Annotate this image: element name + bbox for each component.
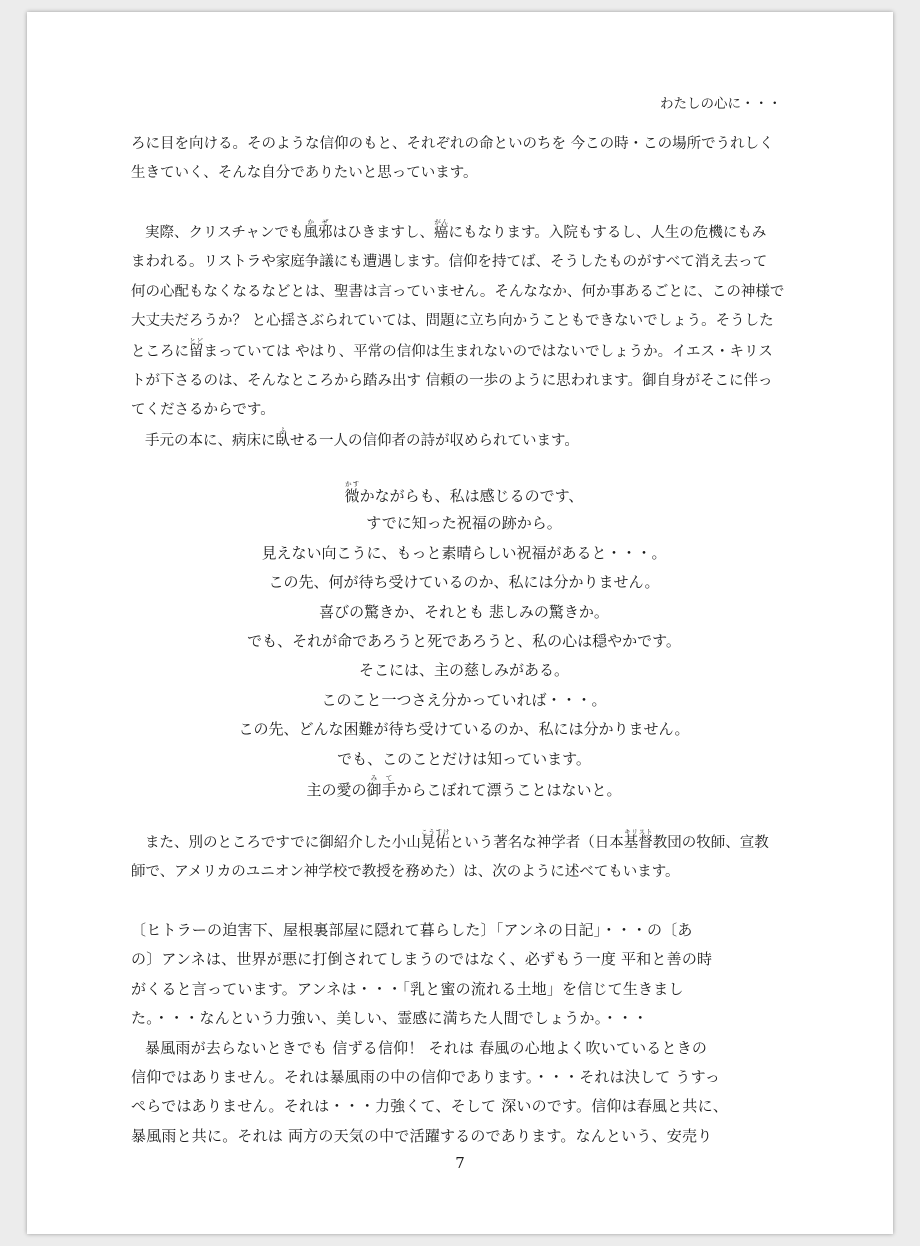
text-line: ところに留とどまっていては やはり、平常の信仰は生まれないのではないでしょうか。イエス・キリス bbox=[131, 336, 773, 360]
text-line: 師で、アメリカのユニオン神学校で教授を務めた）は、次のように述べてもいます。 bbox=[131, 864, 680, 881]
page-number: 7 bbox=[455, 1154, 465, 1172]
text-line: また、別のところですでに御紹介した小山晃佑こうすけという著名な神学者（日本基督キリスト教団の牧師、宣教 bbox=[145, 828, 769, 851]
poem-line: でも、このことだけは知っています。 bbox=[337, 749, 591, 768]
ruby-kosuke: 晃佑こうすけ bbox=[420, 828, 450, 851]
quote-line: 〔ヒトラーの迫害下、屋根裏部屋に隠れて暮らした〕「アンネの日記」・・・の〔あ bbox=[131, 921, 693, 939]
quote-line: の〕アンネは、世界が悪に打倒されてしまうのではなく、必ずもう一度 平和と善の時 bbox=[131, 950, 713, 969]
quote-line: 暴風雨と共に。それは 両方の天気の中で活躍するのであります。なんという、安売り bbox=[131, 1126, 713, 1145]
quoted-passage bbox=[131, 916, 797, 1151]
poem-line: すでに知った祝福の跡から。 bbox=[366, 514, 562, 533]
poem-line: 見えない向こうに、もっと素晴らしい祝福があると・・・。 bbox=[261, 543, 667, 562]
ruby-fu: 臥ふ bbox=[275, 425, 290, 449]
text-line: 大丈夫だろうか？ と心揺さぶられていては、問題に立ち向かうこともできないでしょう。そうした bbox=[131, 313, 774, 330]
quote-line: ぺらではありません。それは・・・力強くて、そして 深いのです。信仰は春風と共に、 bbox=[131, 1097, 729, 1116]
poem-line: この先、どんな困難が待ち受けているのか、私には分かりません。 bbox=[238, 720, 690, 739]
text-line: 生きていく、そんな自分でありたいと思っています。 bbox=[131, 165, 478, 182]
ruby-kasu: 微かす bbox=[344, 480, 360, 505]
poem-line: 微かすかながらも、私は感じるのです、 bbox=[344, 480, 584, 505]
ruby-kirisuto: 基督キリスト bbox=[623, 828, 653, 851]
poem bbox=[131, 480, 797, 803]
poem-line: このこと一つさえ分かっていれば・・・。 bbox=[321, 690, 607, 709]
text-line: 何の心配もなくなるなどとは、聖書は言っていません。そんななか、何か事あるごとに、この神様で bbox=[131, 283, 785, 300]
paragraph-christians bbox=[131, 218, 797, 456]
quote-line: 信仰ではありません。それは暴風雨の中の信仰であります。・・・それは決して うすっ bbox=[131, 1068, 721, 1087]
running-header: わたしの心に・・・ bbox=[660, 96, 782, 112]
paragraph-koyama bbox=[131, 828, 797, 888]
ruby-mite: 御手みて bbox=[366, 773, 397, 799]
poem-line: 喜びの驚きか、それとも 悲しみの驚きか。 bbox=[319, 602, 609, 621]
quote-line: がくると言っています。アンネは・・・「乳と蜜の流れる土地」を信じて生きまし bbox=[131, 979, 684, 998]
text-line: 手元の本に、病床に臥ふせる一人の信仰者の詩が収められています。 bbox=[145, 425, 579, 449]
text-line: トが下さるのは、そんなところから踏み出す 信頼の一歩のように思われます。御自身がそこに伴っ bbox=[131, 373, 773, 390]
quote-line: 暴風雨が去らないときでも 信ずる信仰！ それは 春風の心地よく吹いているときの bbox=[145, 1038, 708, 1057]
poem-line: この先、何が待ち受けているのか、私には分かりません。 bbox=[268, 573, 660, 592]
paragraph-intro bbox=[131, 130, 797, 189]
poem-line: 主の愛の御手みてからこぼれて漂うことはないと。 bbox=[306, 773, 622, 799]
quote-line: た。・・・なんという力強い、美しい、霊感に満ちた人間でしょうか。・・・ bbox=[131, 1009, 649, 1028]
poem-line: でも、それが命であろうと死であろうと、私の心は穏やかです。 bbox=[247, 631, 681, 650]
text-line: ろに目を向ける。そのような信仰のもと、それぞれの命といのちを 今この時・この場所でうれしく bbox=[131, 136, 774, 152]
text-line: 実際、クリスチャンでも風邪かぜはひきますし、癌がんにもなります。入院もするし、人生の危機にもみ bbox=[145, 218, 767, 241]
text-line: てくださるからです。 bbox=[131, 402, 275, 419]
ruby-todo: 留とど bbox=[189, 336, 204, 360]
document-page bbox=[27, 12, 893, 1234]
ruby-kaze: 風邪かぜ bbox=[303, 218, 333, 241]
ruby-gan: 癌がん bbox=[433, 218, 449, 241]
text-line: まわれる。リストラや家庭争議にも遭遇します。信仰を持てば、そうしたものがすべて消え去って bbox=[131, 254, 768, 271]
poem-line: そこには、主の慈しみがある。 bbox=[358, 661, 569, 680]
